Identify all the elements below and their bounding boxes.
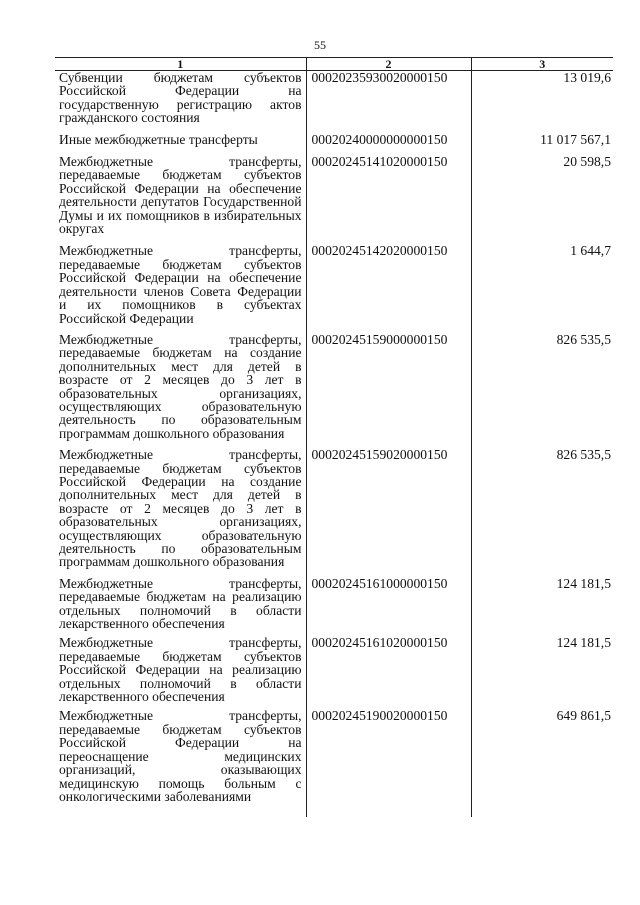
table-row (55, 333, 613, 448)
budget-table (55, 57, 613, 817)
header-col-3: 3 (471, 58, 613, 71)
row-description: Межбюджетные трансферты, передаваемые бюджетам на реализацию отдельных полномочий в области лекарственного обеспечения (59, 575, 302, 632)
table-body (55, 71, 613, 818)
row-description: Межбюджетные трансферты, передаваемые бюджетам субъектов Российской Федерации на реализацию отдельных полномочий в области лекарственного обеспечения (59, 635, 302, 705)
row-budget-code: 00020245159020000150 (306, 448, 471, 577)
row-budget-code: 00020245141020000150 (306, 155, 471, 244)
table-row (55, 636, 613, 709)
table-header (55, 58, 613, 71)
row-amount: 13 019,6 (471, 71, 613, 133)
budget-table-wrapper (55, 57, 613, 817)
row-budget-code: 00020240000000000150 (306, 133, 471, 155)
row-description: Межбюджетные трансферты, передаваемые бюджетам на создание дополнительных мест для детей в возрасте от 2 месяцев до 3 лет в образовательных организациях, осуществляющих образовательную деятельность по образовательным программам дошкольного образования (59, 331, 302, 441)
page-number: 55 (314, 38, 326, 52)
table-row (55, 709, 613, 817)
row-amount: 1 644,7 (471, 244, 613, 332)
row-budget-code: 00020245190020000150 (306, 709, 471, 817)
row-amount: 11 017 567,1 (471, 133, 613, 155)
row-budget-code: 00020245161000000150 (306, 577, 471, 637)
row-description: Субвенции бюджетам субъектов Российской Федерации на государственную регистрацию актов гражданского состояния (59, 70, 302, 126)
row-amount: 124 181,5 (471, 636, 613, 709)
row-amount: 124 181,5 (471, 577, 613, 637)
row-budget-code: 00020245142020000150 (306, 244, 471, 332)
header-col-1: 1 (55, 58, 306, 71)
table-row (55, 577, 613, 637)
row-budget-code: 00020245159000000150 (306, 333, 471, 448)
row-budget-code: 00020235930020000150 (306, 71, 471, 133)
row-amount: 826 535,5 (471, 448, 613, 577)
table-row (55, 71, 613, 133)
header-col-2: 2 (306, 58, 471, 71)
row-amount: 649 861,5 (471, 709, 613, 817)
table-row (55, 133, 613, 155)
row-description: Межбюджетные трансферты, передаваемые бюджетам субъектов Российской Федерации на создание дополнительных мест для детей в возрасте от 2 месяцев до 3 лет в образовательных организациях, осуществляющих образовательную деятельность по образовательным программам дошкольного образования (59, 447, 302, 570)
row-budget-code: 00020245161020000150 (306, 636, 471, 709)
row-description: Межбюджетные трансферты, передаваемые бюджетам субъектов Российской Федерации на обеспечение деятельности депутатов Государственной Думы и их помощников в избирательных округах (59, 154, 302, 237)
row-description: Межбюджетные трансферты, передаваемые бюджетам субъектов Российской Федерации на переоснащение медицинских организаций, оказывающих медицинскую помощь больным с онкологическими заболеваниями (59, 708, 302, 804)
row-amount: 20 598,5 (471, 155, 613, 244)
table-row (55, 448, 613, 577)
row-amount: 826 535,5 (471, 333, 613, 448)
row-description: Иные межбюджетные трансферты (59, 131, 258, 147)
table-row (55, 244, 613, 332)
row-description: Межбюджетные трансферты, передаваемые бюджетам субъектов Российской Федерации на обеспечение деятельности членов Совета Федерации и их помощников в субъектах Российской Федерации (59, 243, 302, 326)
table-row (55, 155, 613, 244)
